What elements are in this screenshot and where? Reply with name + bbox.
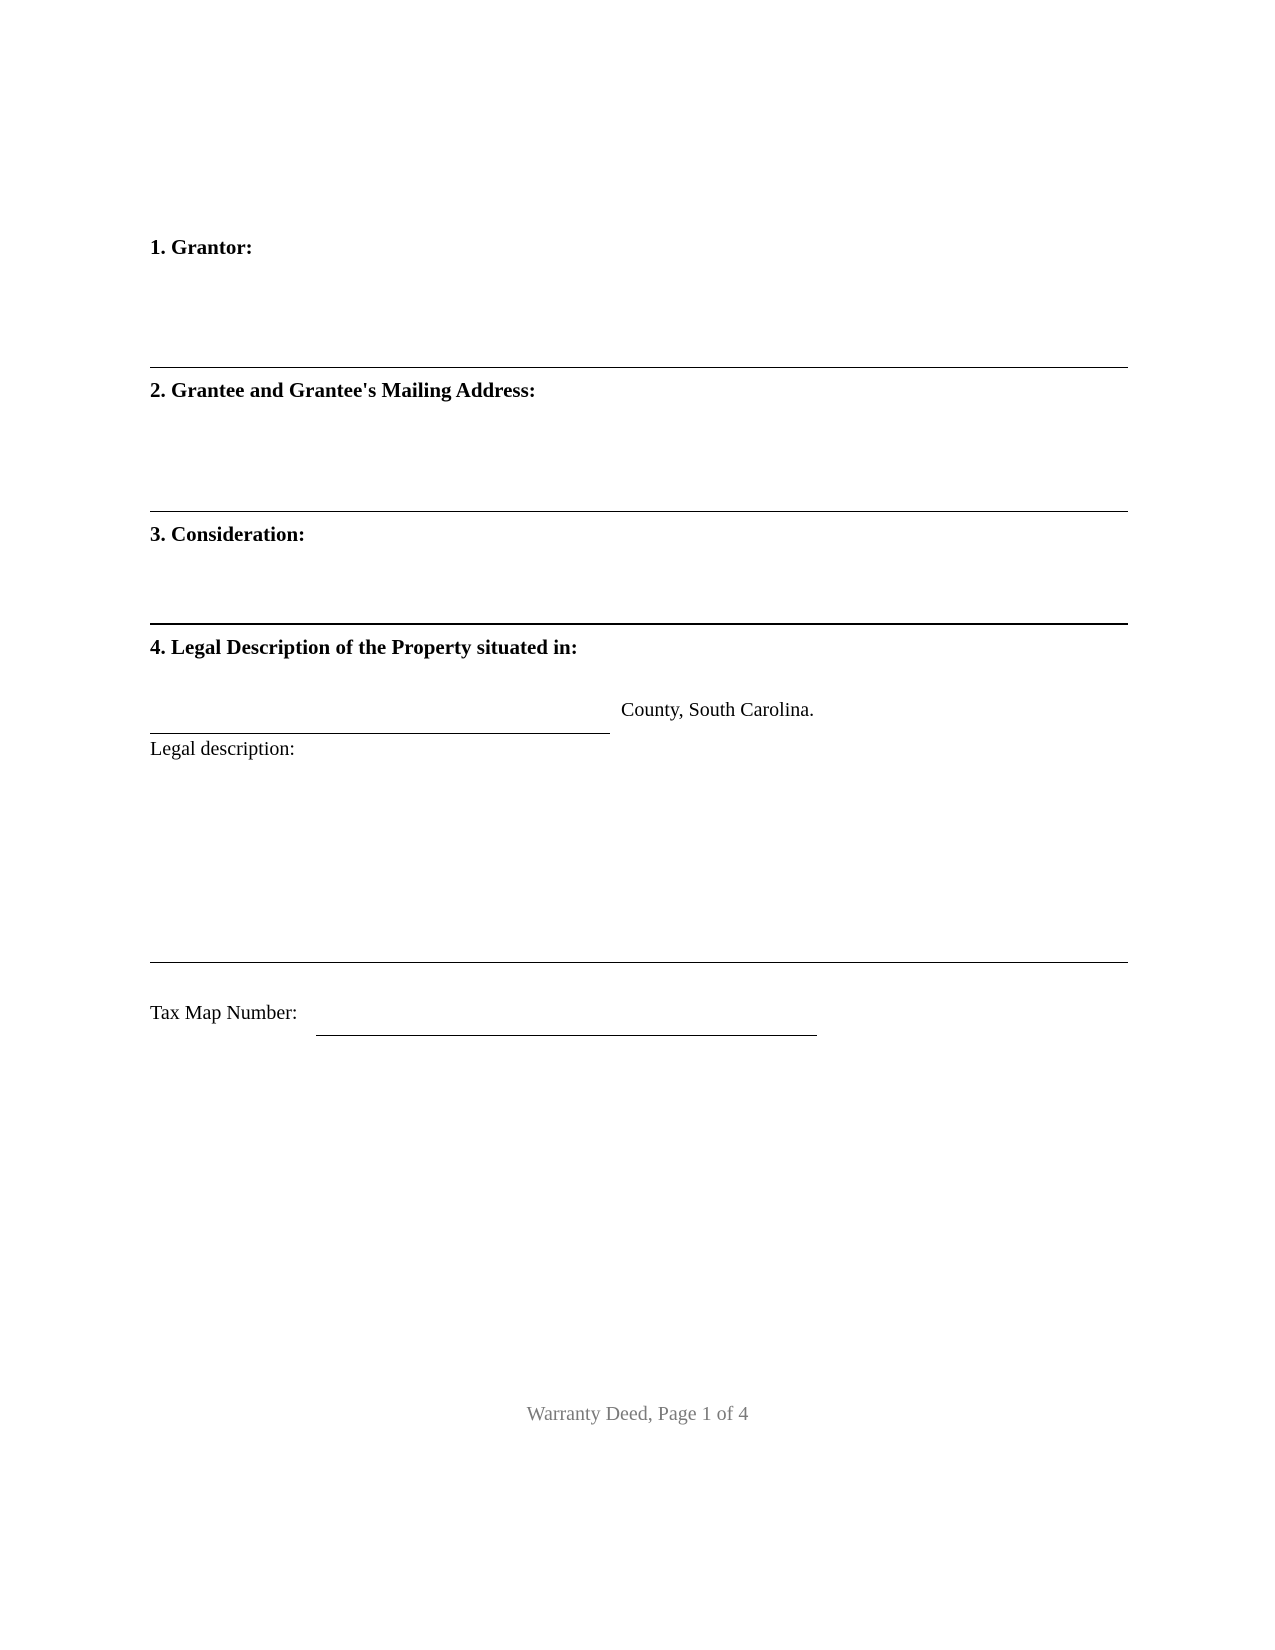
grantee-entry-line[interactable]: [150, 511, 1128, 512]
grantor-entry-line[interactable]: [150, 367, 1128, 368]
county-entry-line[interactable]: [150, 733, 610, 734]
grantee-heading: 2. Grantee and Grantee's Mailing Address:: [150, 378, 536, 402]
tax-map-label: Tax Map Number:: [150, 1002, 298, 1024]
legal-description-entry-line[interactable]: [150, 962, 1128, 963]
legal-description-label: Legal description:: [150, 738, 295, 760]
consideration-heading: 3. Consideration:: [150, 522, 306, 546]
tax-map-entry-line[interactable]: [316, 1035, 817, 1036]
consideration-entry-line[interactable]: [150, 623, 1128, 625]
grantor-heading: 1. Grantor:: [150, 235, 253, 259]
page-footer: Warranty Deed, Page 1 of 4: [526, 1403, 749, 1425]
legal-description-heading: 4. Legal Description of the Property situated in:: [150, 635, 578, 659]
county-suffix-text: County, South Carolina.: [621, 699, 815, 721]
